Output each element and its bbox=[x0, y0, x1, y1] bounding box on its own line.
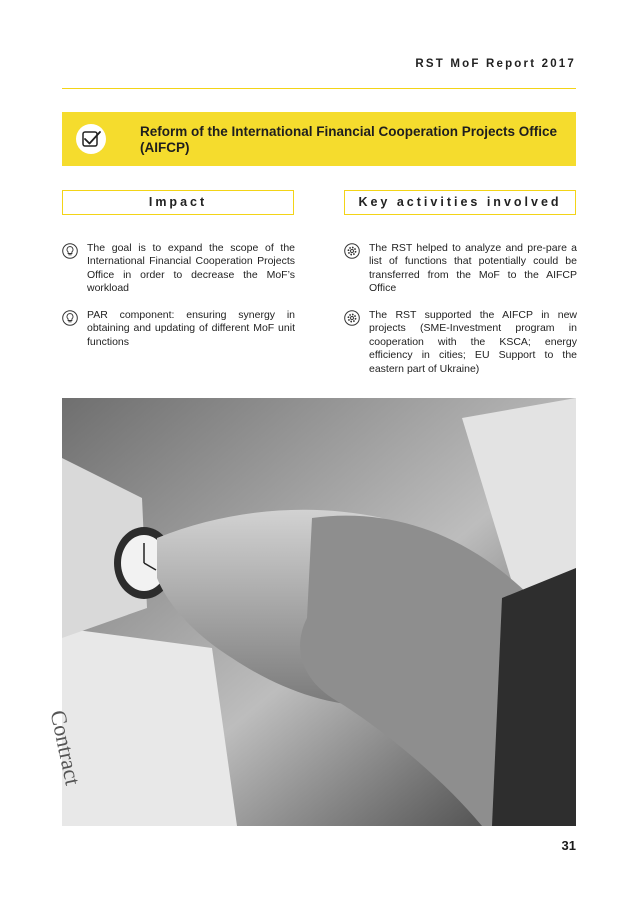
key-activity-text: The RST supported the AIFCP in new projects (SME-Investment program in cooperation with the KSCA; energy efficiency in cities; EU Support to the eastern part of Ukraine) bbox=[369, 309, 577, 375]
contract-label: Contract bbox=[45, 708, 86, 788]
impact-text: PAR component: ensuring synergy in obtaining and updating of different MoF unit functions bbox=[87, 309, 295, 348]
gear-icon bbox=[344, 310, 360, 326]
section-title: Reform of the International Financial Cooperation Projects Office (AIFCP) bbox=[140, 124, 558, 155]
gear-icon bbox=[344, 243, 360, 259]
header-divider bbox=[62, 88, 576, 89]
handshake-photo bbox=[45, 398, 576, 826]
report-title: RST MoF Report 2017 bbox=[415, 58, 576, 70]
lightbulb-icon bbox=[62, 310, 78, 326]
impact-text: The goal is to expand the scope of the International Financial Cooperation Projects Office in order to decrease the MoF’s workload bbox=[87, 242, 295, 295]
page-number: 31 bbox=[561, 838, 576, 853]
key-activity-text: The RST helped to analyze and pre-pare a list of functions that potentially could be transferred from the MoF to the AIFCP Office bbox=[369, 242, 577, 295]
check-icon bbox=[76, 124, 106, 154]
impact-heading: Impact bbox=[62, 190, 294, 215]
key-activities-heading: Key activities involved bbox=[344, 190, 576, 215]
lightbulb-icon bbox=[62, 243, 78, 259]
section-banner bbox=[62, 112, 576, 166]
